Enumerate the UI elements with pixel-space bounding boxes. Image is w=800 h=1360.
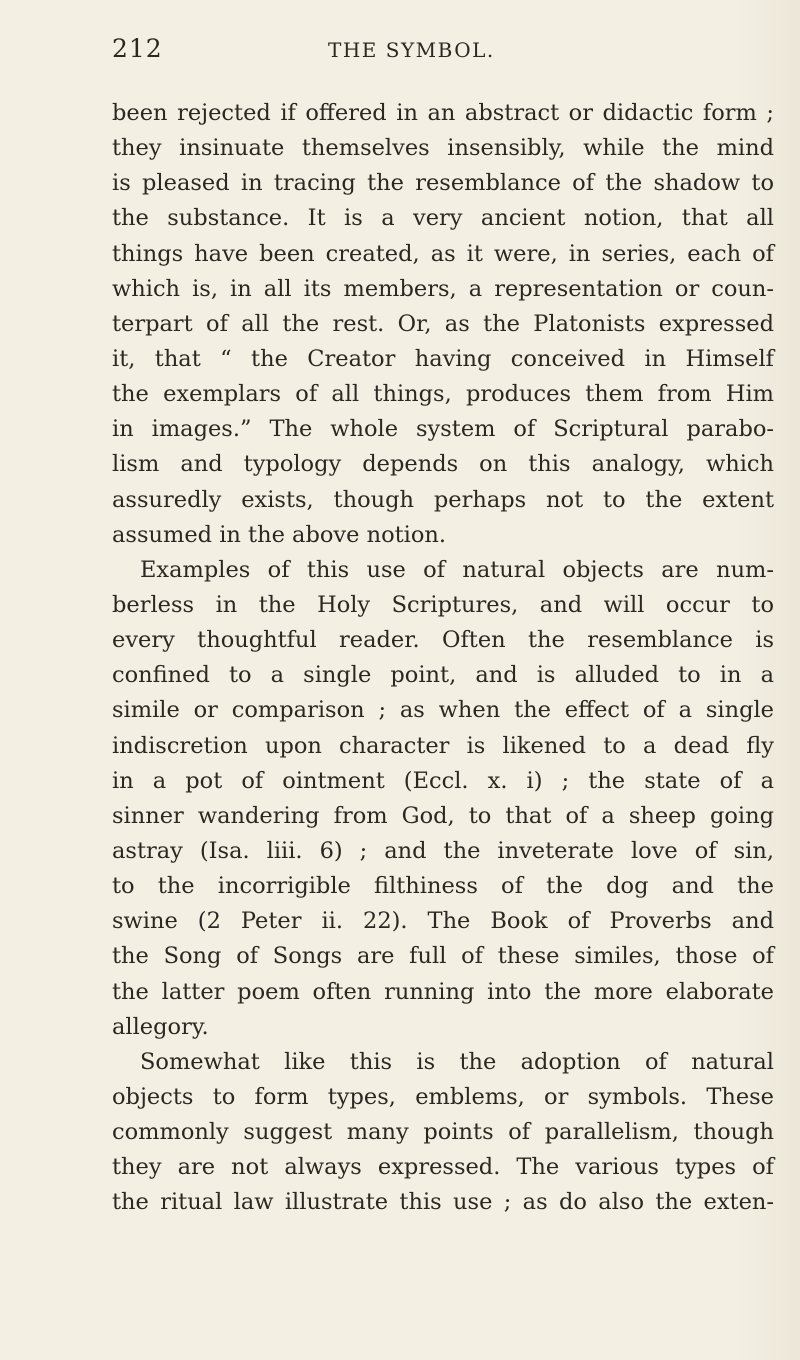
text-line: been rejected if offered in an abstract or didactic form ; — [112, 100, 774, 126]
text-line: the latter poem often running into the more elaborate — [112, 978, 774, 1005]
text-line: lism and typology depends on this analogy, which — [112, 451, 774, 478]
running-title: THE SYMBOL. — [328, 38, 495, 62]
text-line: it, that “ the Creator having conceived in Himself — [112, 345, 774, 372]
text-line: the substance. It is a very ancient notion, that all — [112, 205, 774, 232]
text-line: simile or comparison ; as when the effect of a single — [112, 697, 774, 724]
text-line: commonly suggest many points of parallelism, though — [112, 1119, 774, 1146]
page-header — [0, 34, 800, 74]
text-line: the Song of Songs are full of these similes, those of — [112, 943, 774, 970]
text-line: the ritual law illustrate this use ; as do also the exten- — [112, 1189, 774, 1216]
text-line: astray (Isa. liii. 6) ; and the inveterate love of sin, — [112, 837, 774, 864]
text-line: sinner wandering from God, to that of a sheep going — [112, 802, 774, 829]
text-line: Somewhat like this is the adoption of natural — [140, 1048, 774, 1075]
text-line: is pleased in tracing the resemblance of the shadow to — [112, 170, 774, 197]
text-line: things have been created, as it were, in series, each of — [112, 240, 774, 267]
text-line: swine (2 Peter ii. 22). The Book of Proverbs and — [112, 908, 774, 935]
page-number: 212 — [112, 34, 163, 63]
text-line: terpart of all the rest. Or, as the Platonists expressed — [112, 310, 774, 337]
text-line: in a pot of ointment (Eccl. x. i) ; the state of a — [112, 767, 774, 794]
text-line: objects to form types, emblems, or symbols. These — [112, 1083, 774, 1110]
body-text — [112, 96, 774, 1221]
text-line: every thoughtful reader. Often the resemblance is — [112, 627, 774, 654]
text-line: confined to a single point, and is alluded to in a — [112, 662, 774, 689]
text-line: indiscretion upon character is likened to a dead fly — [112, 732, 774, 759]
text-line: berless in the Holy Scriptures, and will occur to — [112, 591, 774, 618]
text-line: the exemplars of all things, produces them from Him — [112, 381, 774, 408]
text-line: they are not always expressed. The various types of — [112, 1154, 774, 1181]
text-line: in images.” The whole system of Scriptural parabo- — [112, 416, 774, 443]
text-line: allegory. — [112, 1013, 209, 1040]
text-line: Examples of this use of natural objects are num- — [140, 556, 774, 583]
text-line: which is, in all its members, a representation or coun- — [112, 275, 774, 302]
text-line: assumed in the above notion. — [112, 521, 447, 548]
text-line: they insinuate themselves insensibly, while the mind — [112, 135, 774, 162]
text-line: assuredly exists, though perhaps not to the extent — [112, 486, 774, 513]
text-line: to the incorrigible filthiness of the dog and the — [112, 873, 774, 900]
